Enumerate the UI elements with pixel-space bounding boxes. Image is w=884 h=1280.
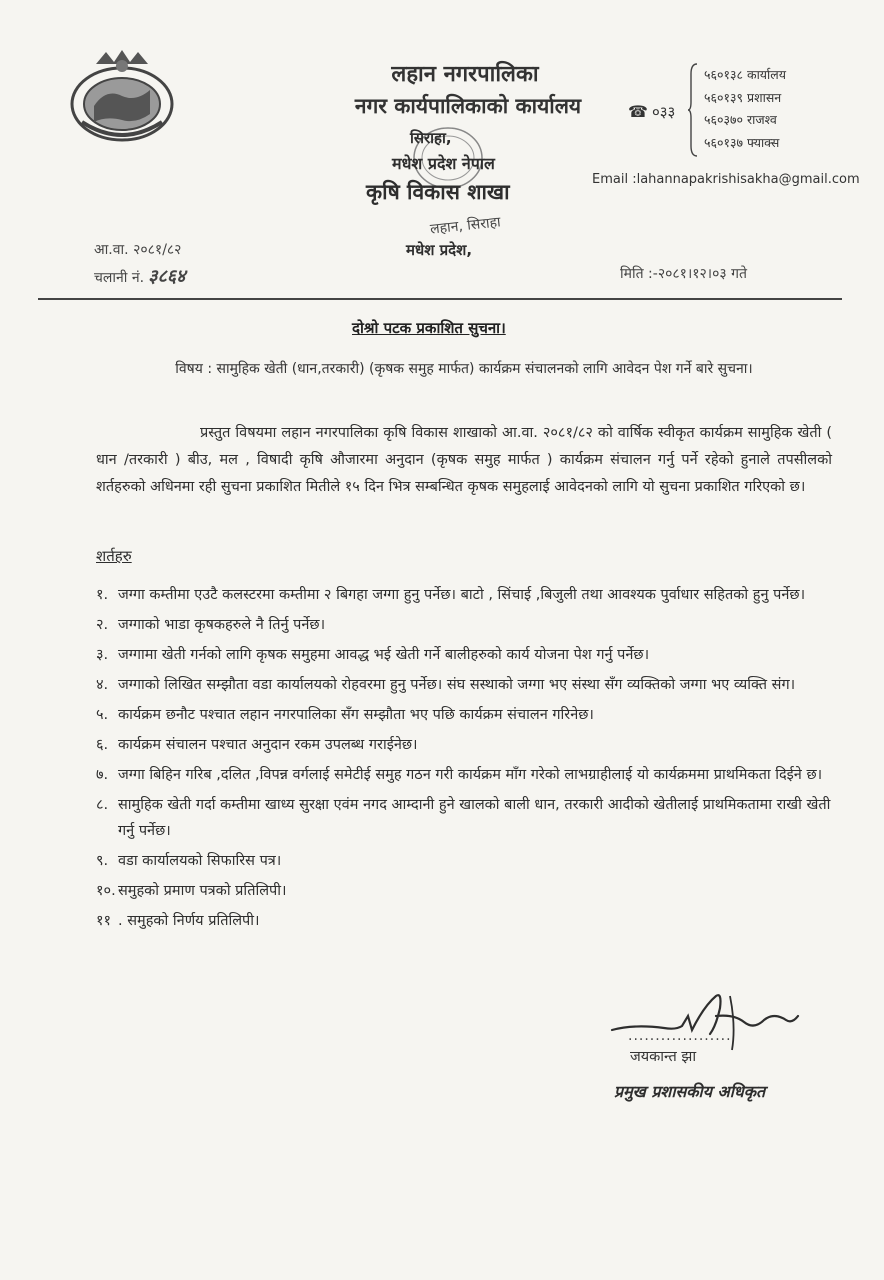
phone-number-office: ५६०१३८ कार्यालय <box>704 67 787 82</box>
list-item: १. जग्गा कम्तीमा एउटै कलस्टरमा कम्तीमा २ बिगहा जग्गा हुनु पर्नेछ। बाटो , सिंचाई ,बिजुली तथा आवश्यक पुर्वाधार सहितको हुनु पर्नेछ। <box>96 587 806 603</box>
list-item: १०. समुहको प्रमाण पत्रको प्रतिलिपी। <box>96 883 287 899</box>
stamp-province: मधेश प्रदेश नेपाल <box>392 154 495 173</box>
phone-code <box>628 102 675 122</box>
stamp-place: लहान, सिराहा <box>429 214 502 238</box>
office-stamp-icon <box>360 118 560 268</box>
list-item: २. जग्गाको भाडा कृषकहरुले नै तिर्नु पर्नेछ। <box>96 617 326 633</box>
list-item: ३. जग्गामा खेती गर्नको लागि कृषक समुहमा आवद्ध भई खेती गर्ने बालीहरुको कार्य योजना पेश गर्नु पर्नेछ। <box>96 647 650 663</box>
municipality-name: लहान नगरपालिका <box>391 62 539 87</box>
signature-line: ................... <box>628 1028 732 1044</box>
list-item: ४. जग्गाको लिखित सम्झौता वडा कार्यालयको रोहवरमा हुनु पर्नेछ। संघ सस्थाको जग्गा भए संस्था सँग व्यक्तिको जग्गा भए व्यक्ति संग। <box>96 677 796 693</box>
brace-divider <box>688 62 698 158</box>
signatory-title: प्रमुख प्रशासकीय अधिकृत <box>614 1082 766 1101</box>
list-item: ७. जग्गा बिहिन गरिब ,दलित ,विपन्न वर्गलाई समेटीई समुह गठन गरी कार्यक्रम माँग गरेको लाभग्राहीलाई यो कार्यक्रममा प्राथमिकता दिईने छ। <box>96 767 823 783</box>
stamp-section: कृषि विकास शाखा <box>366 180 510 204</box>
issue-date: मिति :-२०८१।१२।०३ गते <box>620 266 747 282</box>
notice-title: दोश्रो पटक प्रकाशित सुचना। <box>352 319 506 337</box>
phone-number-revenue: ५६०३७० राजश्व <box>704 112 777 127</box>
conditions-heading: शर्तहरु <box>96 547 132 565</box>
phone-number-fax: ५६०१३७ फ्याक्स <box>704 134 780 150</box>
list-item: ११ . समुहको निर्णय प्रतिलिपी। <box>96 913 260 929</box>
phone-code-text: ०३३ <box>651 103 676 121</box>
list-item: ९. वडा कार्यालयको सिफारिस पत्र। <box>96 853 282 869</box>
header-divider <box>38 298 842 300</box>
signatory-name: जयकान्त झा <box>630 1049 697 1065</box>
notice-body: प्रस्तुत विषयमा लहान नगरपालिका कृषि विकास शाखाको आ.वा. २०८१/८२ को वार्षिक स्वीकृत कार्यक्रम सामुहिक खेती ( धान /तरकारी ) बीउ, मल , विषादी कृषि औजारमा अनुदान (कृषक समुह मार्फत ) कार्यक्रम संचालन गर्नु पर्ने रहेको हुनाले तपसीलको शर्तहरुको अधिनमा रही सुचना प्रकाशित मितीले १५ दिन भित्र सम्बन्धित कृषक समुहलाई आवेदनको लागि यो सुचना प्रकाशित गरिएको छ। <box>96 425 832 495</box>
list-item: ८. सामुहिक खेती गर्दा कम्तीमा खाध्य सुरक्षा एवंम नगद आम्दानी हुने खालको बाली धान, तरकारी आदीको खेतीलाई प्राथमिकतामा राखी खेती गर्नु पर्नेछ। <box>96 797 831 839</box>
dispatch-value: ३८६४ <box>148 266 186 287</box>
stamp-province-2: मधेश प्रदेश, <box>406 241 473 259</box>
nepal-emblem-icon <box>66 44 178 144</box>
list-item: ५. कार्यक्रम छनौट पश्चात लहान नगरपालिका सँग सम्झौता भए पछि कार्यक्रम संचालन गरिनेछ। <box>96 707 594 723</box>
conditions-list <box>96 582 836 938</box>
dispatch-label: चलानी नं. <box>94 270 145 286</box>
office-name: नगर कार्यपालिकाको कार्यालय <box>354 94 582 118</box>
phone-number-admin: ५६०१३९ प्रशासन <box>704 89 782 105</box>
dispatch-number <box>94 264 186 288</box>
notice-subject: विषय : सामुहिक खेती (धान,तरकारी) (कृषक समुह मार्फत) कार्यक्रम संचालनको लागि आवेदन पेश गर्ने बारे सुचना। <box>175 361 753 377</box>
fiscal-year: आ.वा. २०८१/८२ <box>94 242 182 258</box>
phone-numbers <box>704 64 786 154</box>
telephone-icon: ☎ <box>628 102 648 121</box>
stamp-district: सिराहा, <box>410 129 452 147</box>
list-item: ६. कार्यक्रम संचालन पश्चात अनुदान रकम उपलब्ध गराईनेछ। <box>96 737 418 753</box>
email-address: Email :lahannapakrishisakha@gmail.com <box>592 172 860 187</box>
